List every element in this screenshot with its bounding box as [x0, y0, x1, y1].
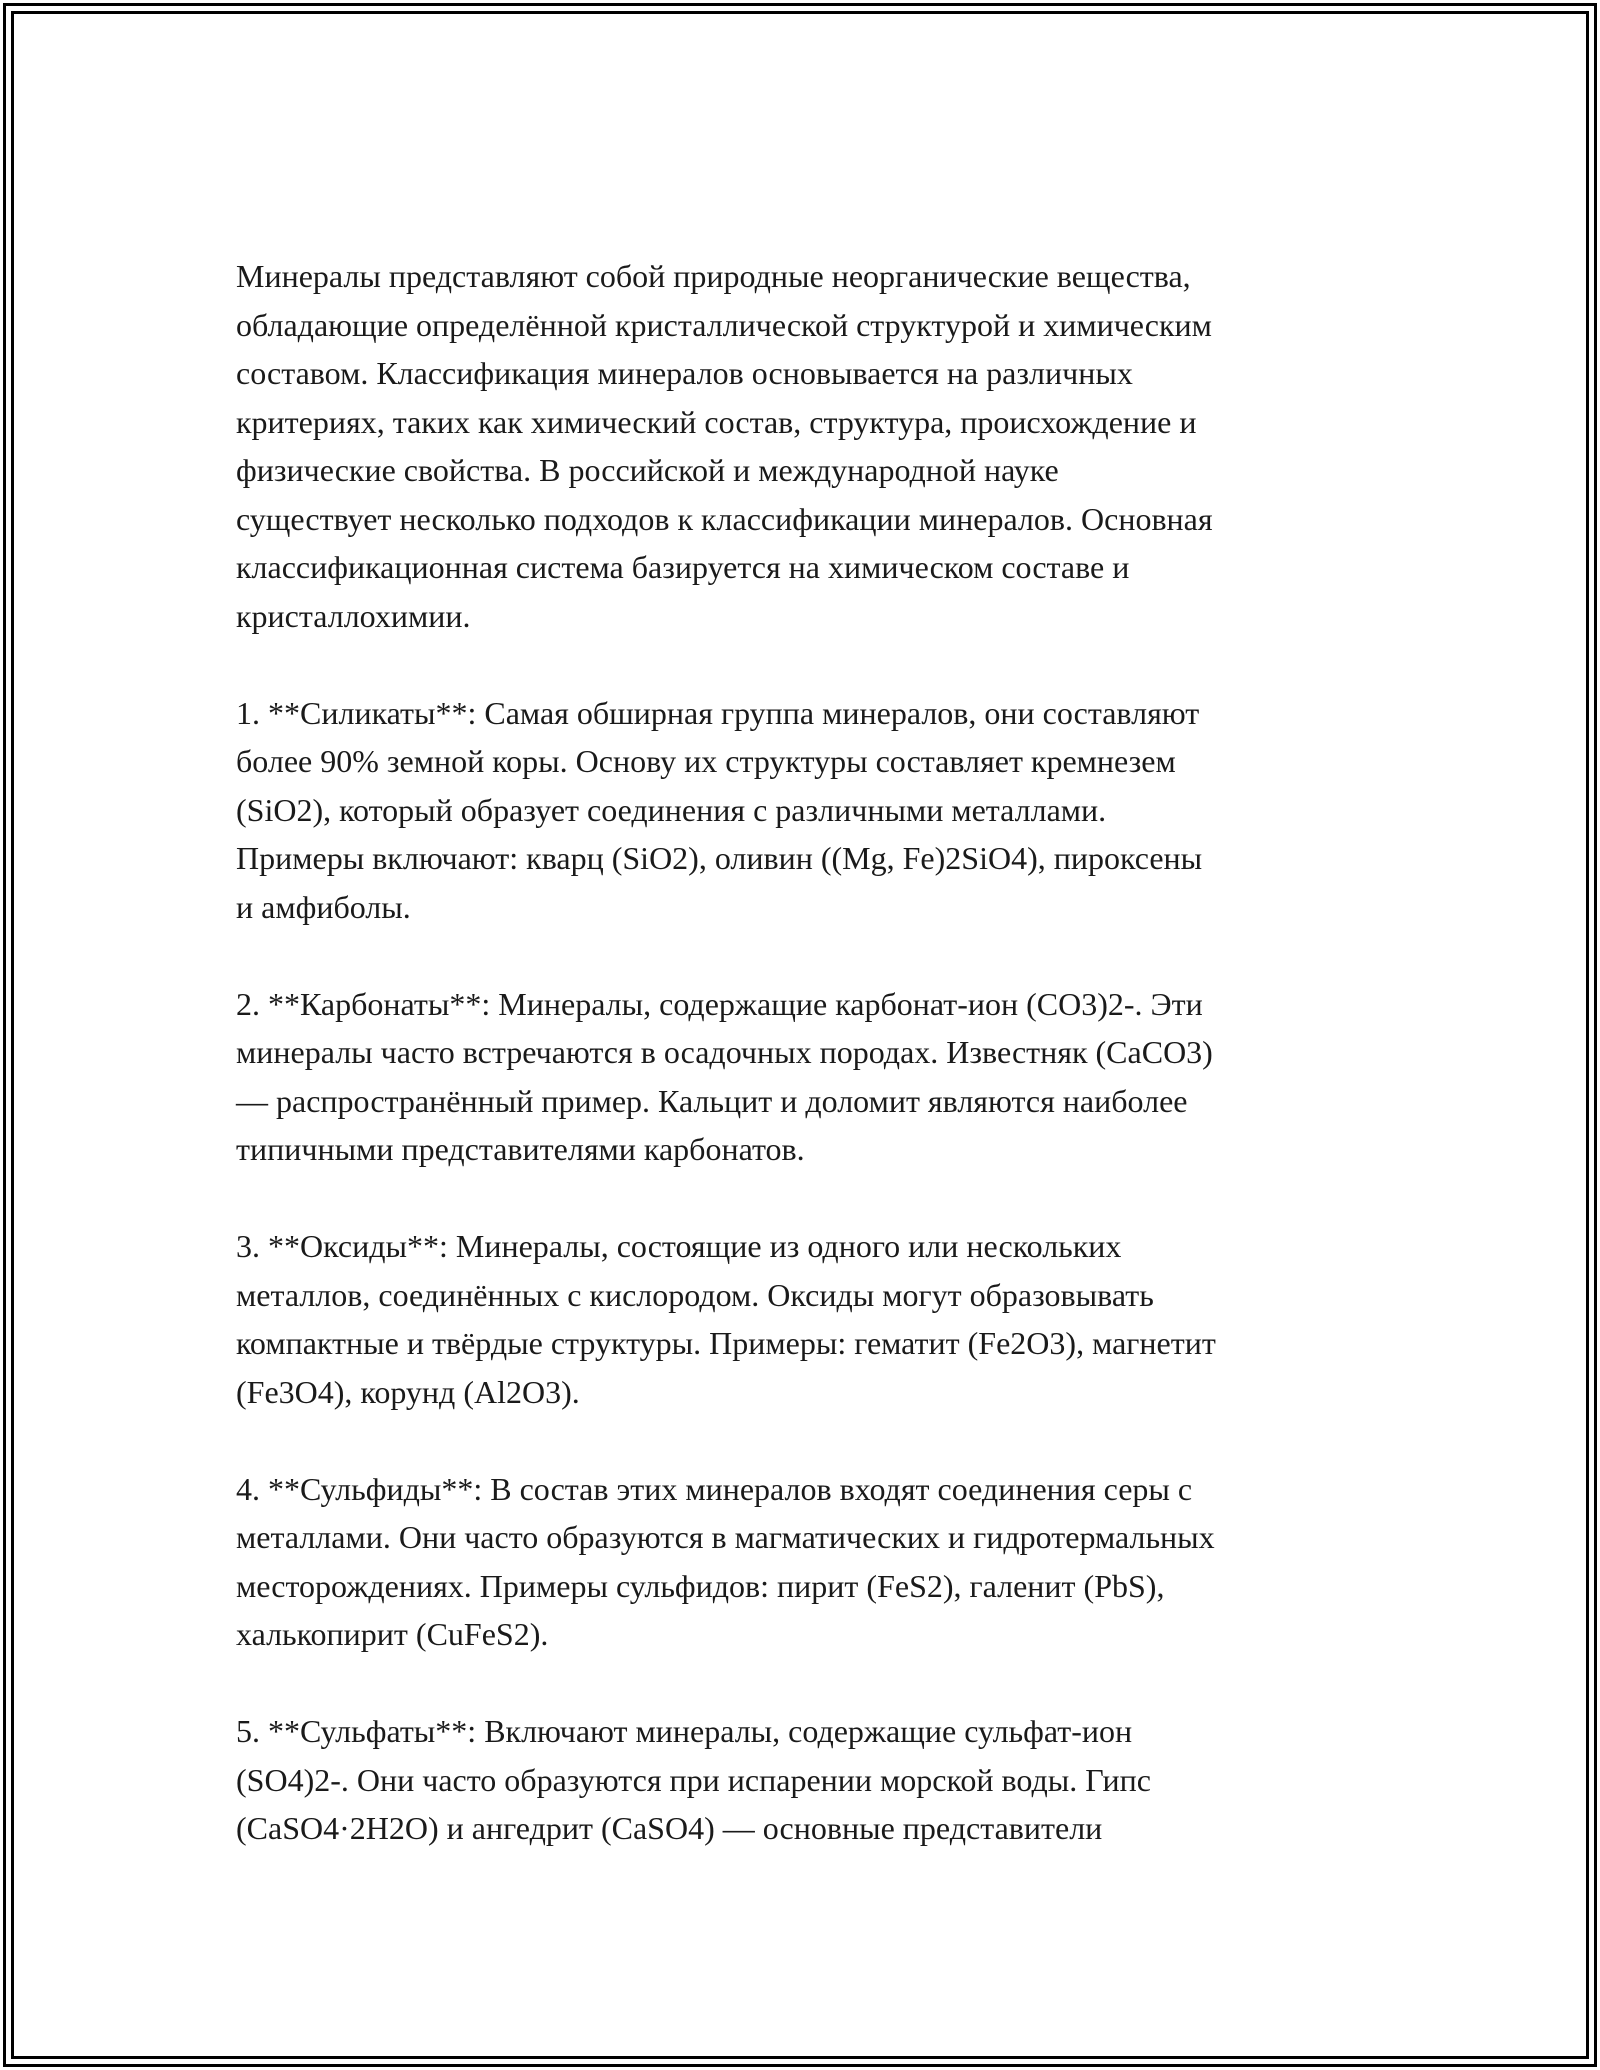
- silicates-paragraph: 1. **Силикаты**: Самая обширная группа минералов, они составляют более 90% земной коры. Основу их структуры составляет кремнезем (SiO2), который образует соединения с различными металлами. Примеры включают: кварц (SiO2), оливин ((Mg, Fe)2SiO4), пироксены и амфиболы.: [236, 694, 1203, 925]
- sulfates-paragraph: 5. **Сульфаты**: Включают минералы, содержащие сульфат-ион (SO4)2-. Они часто образуются при испарении морской воды. Гипс (CaSO4·2H2O) и ангедрит (CaSO4) — основные представители: [236, 1713, 1151, 1846]
- oxides-paragraph: 3. **Оксиды**: Минералы, состоящие из одного или нескольких металлов, соединённых с кислородом. Оксиды могут образовывать компактные и твёрдые структуры. Примеры: гематит (Fe2O3), магнетит (Fe3O4), корунд (Al2O3).: [236, 1228, 1216, 1410]
- sulfides-paragraph: 4. **Сульфиды**: В состав этих минералов входят соединения серы с металлами. Они часто образуются в магматических и гидротермальных месторождениях. Примеры сульфидов: пирит (FeS2), галенит (PbS), халькопирит (CuFeS2).: [236, 1470, 1215, 1652]
- carbonates-paragraph: 2. **Карбонаты**: Минералы, содержащие карбонат-ион (CO3)2-. Эти минералы часто встречаются в осадочных породах. Известняк (CaCO3) — распространённый пример. Кальцит и доломит являются наиболее типичными представителями карбонатов.: [236, 985, 1213, 1167]
- document-body: [236, 252, 1386, 1853]
- intro-paragraph: Минералы представляют собой природные неорганические вещества, обладающие определённой кристаллической структурой и химическим составом. Классификация минералов основывается на различных критериях, таких как химический состав, структура, происхождение и физические свойства. В российской и международной науке существует несколько подходов к классификации минералов. Основная классификационная система базируется на химическом составе и кристаллохимии.: [236, 258, 1213, 634]
